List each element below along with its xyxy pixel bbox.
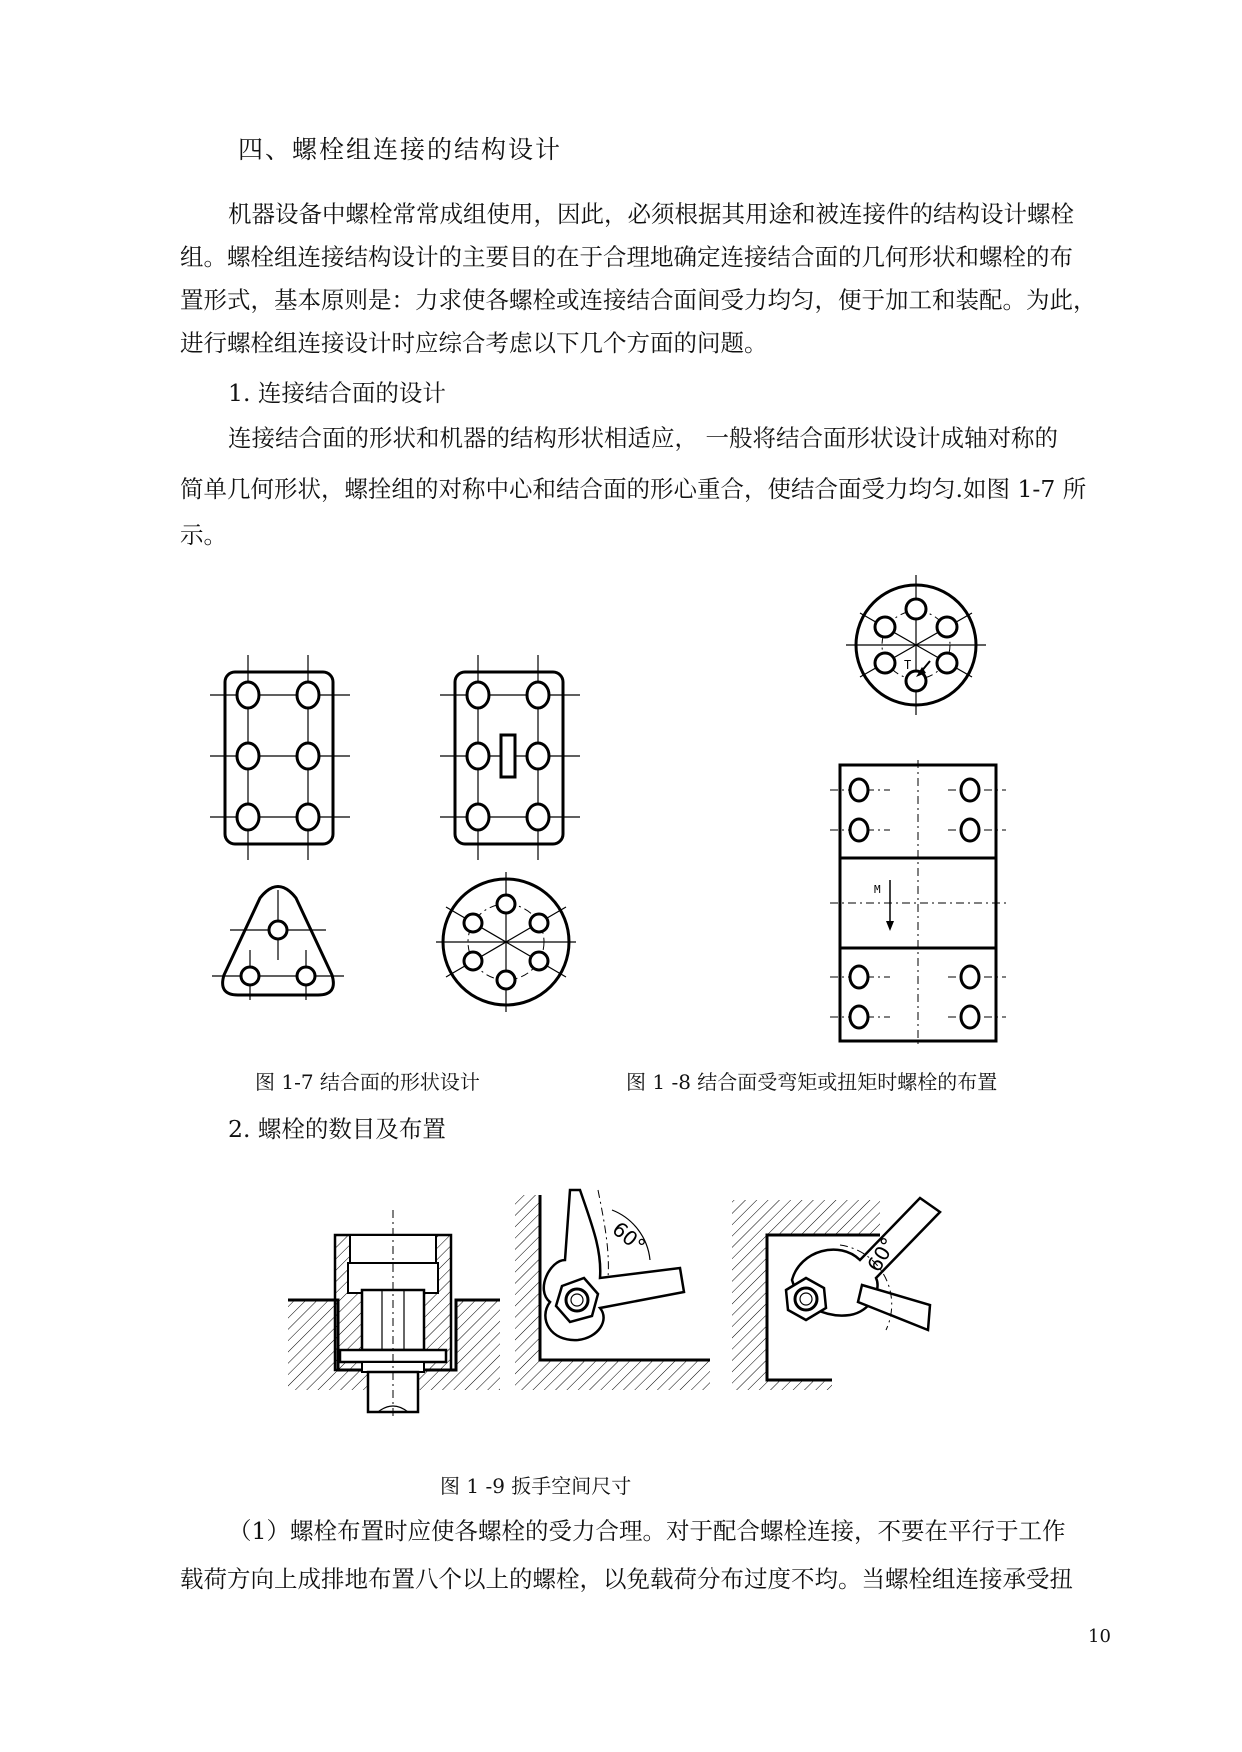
subsection-2-title: 2. 螺栓的数目及布置 bbox=[228, 1115, 446, 1143]
figure-1-9 bbox=[280, 1190, 1030, 1420]
angle-label-right: 60° bbox=[862, 1233, 901, 1276]
figure-1-8-caption: 图 1 -8 结合面受弯矩或扭矩时螺栓的布置 bbox=[626, 1070, 998, 1094]
intro-line-3: 置形式，基本原则是：力求使各螺栓或连接结合面间受力均匀，便于加工和装配。为此， bbox=[180, 286, 1097, 314]
figure-1-7-caption: 图 1-7 结合面的形状设计 bbox=[255, 1070, 480, 1094]
moment-label: M bbox=[874, 883, 881, 896]
intro-line-1: 机器设备中螺栓常常成组使用，因此，必须根据其用途和被连接件的结构设计螺栓 bbox=[228, 200, 1074, 228]
sub1-line-3: 示。 bbox=[180, 521, 227, 549]
open-wrench-corner bbox=[515, 1190, 710, 1390]
sub1-line-2: 简单几何形状，螺拴组的对称中心和结合面的形心重合，使结合面受力均匀.如图 1-7 所 bbox=[180, 475, 1087, 503]
intro-line-2: 组。螺栓组连接结构设计的主要目的在于合理地确定连接结合面的几何形状和螺栓的布 bbox=[180, 243, 1073, 271]
page-number: 10 bbox=[1088, 1626, 1111, 1647]
circular-plate-six-bolts bbox=[436, 872, 576, 1012]
subsection-1-title: 1. 连接结合面的设计 bbox=[228, 379, 446, 407]
torque-circular-plate bbox=[846, 575, 986, 715]
torque-label: T bbox=[904, 658, 912, 672]
bottom-line-1: （1）螺栓布置时应使各螺栓的受力合理。对于配合螺栓连接，不要在平行于工作 bbox=[228, 1517, 1066, 1545]
triangle-plate-three-bolts bbox=[212, 887, 344, 1001]
bottom-line-2: 载荷方向上成排地布置八个以上的螺栓，以免载荷分布过度不均。当螺栓组连接承受扭 bbox=[180, 1565, 1073, 1593]
rect-plate-with-slot bbox=[440, 655, 580, 860]
angle-label-left: 60° bbox=[607, 1216, 651, 1258]
figure-1-9-caption: 图 1 -9 扳手空间尺寸 bbox=[440, 1474, 632, 1498]
sub1-line-1: 连接结合面的形状和机器的结构形状相适应， 一般将结合面形状设计成轴对称的 bbox=[228, 424, 1058, 452]
intro-line-4: 进行螺栓组连接设计时应综合考虑以下几个方面的问题。 bbox=[180, 329, 768, 357]
socket-wrench-pocket bbox=[288, 1210, 500, 1418]
moment-bracket-plate bbox=[830, 760, 1006, 1045]
figure-1-8 bbox=[830, 565, 1010, 1045]
open-wrench-box-corner bbox=[732, 1198, 940, 1390]
section-heading: 四、螺栓组连接的结构设计 bbox=[238, 135, 563, 164]
figure-1-7 bbox=[200, 650, 590, 1050]
rect-plate-six-bolts bbox=[210, 655, 350, 860]
